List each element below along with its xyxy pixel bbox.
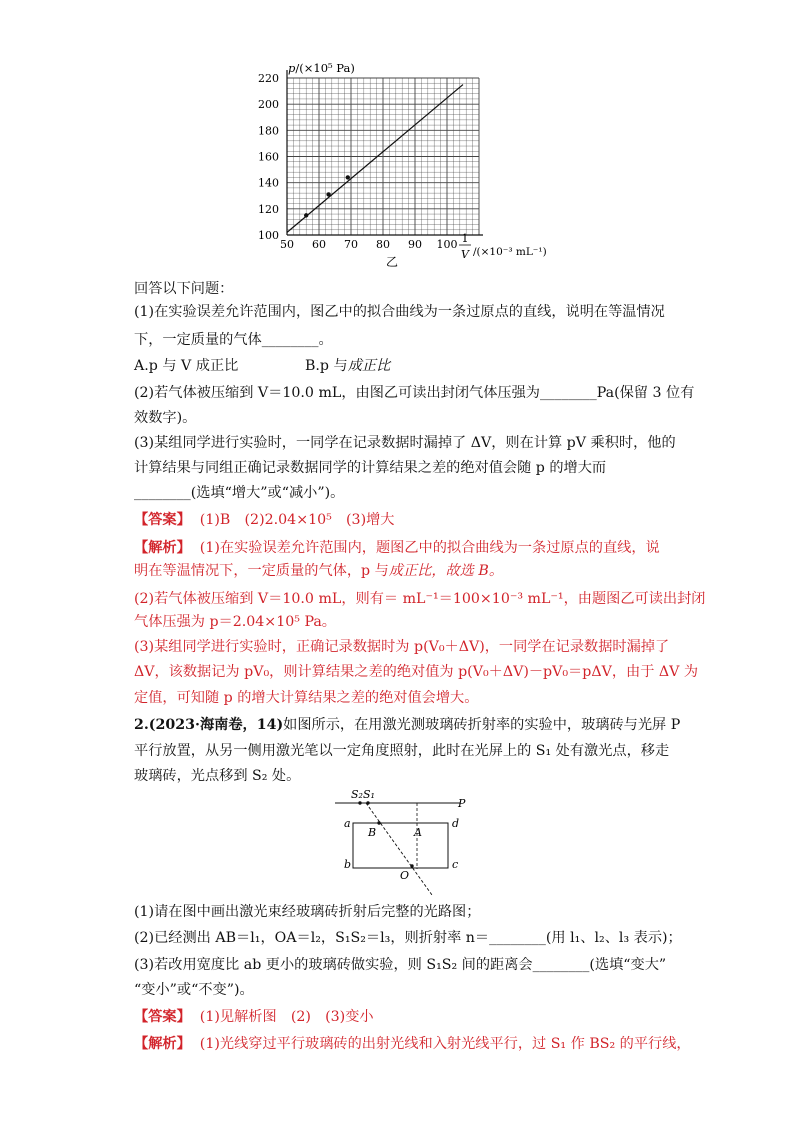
x-tick-label: 90 (408, 238, 422, 251)
x-tick-label: 70 (344, 238, 358, 251)
x-tick-label: 80 (376, 238, 390, 251)
x-axis-label-numerator: 1 (461, 232, 469, 245)
data-point (326, 192, 330, 196)
y-tick-label: 140 (258, 176, 279, 190)
q1-part1-line1: (1)在实验误差允许范围内，图乙中的拟合曲线为一条过原点的直线，说明在等温情况 (134, 304, 665, 320)
q1-option-b: B.p 与成正比 (305, 358, 391, 374)
label-b: b (344, 858, 352, 871)
q1-analysis-line6: ΔV，该数据记为 pV₀，则计算结果之差的绝对值为 p(V₀＋ΔV)－pV₀＝pΔV，由于 ΔV 为 (134, 664, 699, 680)
q2-part3-line1: (3)若改用宽度比 ab 更小的玻璃砖做实验，则 S₁S₂ 间的距离会________(选填“变大” (134, 957, 667, 973)
incident-ray (366, 803, 432, 895)
q1-analysis-line4: 气体压强为 p＝2.04×10⁵ Pa。 (134, 614, 336, 630)
q2-answer: 【答案】 (1)见解析图 (2) (3)变小 (134, 1009, 374, 1025)
label-s1: S₁ (363, 788, 375, 801)
q1-analysis-line5: (3)某组同学进行实验时，正确记录数据时为 p(V₀＋ΔV)，一同学在记录数据时漏掉了 (134, 639, 670, 655)
pressure-volume-chart (250, 55, 560, 270)
x-tick-label: 50 (280, 238, 294, 251)
q2-stem-line1: 2.(2023·海南卷，14)如图所示，在用激光测玻璃砖折射率的实验中，玻璃砖与光屏 P (134, 717, 681, 733)
q1-part3-line3: ________(选填“增大”或“减小”)。 (134, 485, 345, 501)
label-d: d (452, 817, 460, 830)
q1-analysis-line1: 【解析】 (1)在实验误差允许范围内，题图乙中的拟合曲线为一条过原点的直线，说 (134, 540, 660, 556)
q1-part1-line2: 下，一定质量的气体________。 (134, 332, 333, 348)
label-big-o: O (400, 869, 410, 882)
chart-grid-major (287, 78, 479, 235)
y-tick-label: 220 (258, 72, 279, 85)
q1-part3-line1: (3)某组同学进行实验时，一同学在记录数据时漏掉了 ΔV，则在计算 pV 乘积时，他的 (134, 435, 676, 451)
q2-stem-line2: 平行放置，从另一侧用激光笔以一定角度照射，此时在光屏上的 S₁ 处有激光点，移走 (134, 743, 670, 759)
point-o (410, 864, 413, 867)
y-axis-label: p/(×10⁵ Pa) (288, 61, 355, 75)
q1-answer: 【答案】 (1)B (2)2.04×10⁵ (3)增大 (134, 512, 395, 528)
y-tick-label: 180 (258, 124, 279, 138)
q2-part1: (1)请在图中画出激光束经玻璃砖折射后完整的光路图； (134, 904, 481, 920)
q1-part2-line1: (2)若气体被压缩到 V＝10.0 mL，由图乙可读出封闭气体压强为________Pa(保留 3 位有 (134, 385, 695, 401)
point-s2 (358, 801, 361, 804)
x-axis-label-denominator: V (461, 248, 469, 261)
chart-y-ticks (258, 72, 279, 242)
chart-fit-line (287, 85, 463, 233)
y-tick-label: 120 (258, 202, 279, 216)
q1-part2-line2: 效数字)。 (134, 410, 197, 426)
chart-axes (287, 70, 483, 235)
y-tick-label: 160 (258, 150, 279, 164)
label-a: a (344, 817, 351, 830)
y-tick-label: 100 (258, 229, 279, 242)
glass-block-figure (330, 787, 480, 897)
label-big-a: A (414, 826, 422, 839)
data-point (346, 175, 350, 179)
q1-analysis-line2: 明在等温情况下，一定质量的气体，p 与成正比，故选 B。 (134, 563, 504, 579)
chart-caption: 乙 (385, 255, 399, 269)
x-axis-label-unit: /(×10⁻³ mL⁻¹) (473, 246, 547, 258)
chart-x-ticks (280, 238, 458, 251)
chart-points (304, 175, 350, 217)
label-c: c (452, 858, 459, 871)
q2-part3-line2: “变小”或“不变”)。 (134, 982, 254, 998)
y-tick-label: 200 (258, 98, 279, 112)
x-tick-label: 100 (436, 238, 458, 251)
point-s1 (366, 801, 369, 804)
q2-analysis-line1: 【解析】 (1)光线穿过平行玻璃砖的出射光线和入射光线平行，过 S₁ 作 BS₂ 的平行线， (134, 1036, 691, 1052)
q1-analysis-line3: (2)若气体被压缩到 V＝10.0 mL，则有＝ mL⁻¹＝100×10⁻³ mL⁻¹，由题图乙可读出封闭 (134, 591, 706, 607)
point-b (377, 821, 380, 824)
label-p: P (458, 797, 466, 810)
q1-part3-line2: 计算结果与同组正确记录数据同学的计算结果之差的绝对值会随 p 的增大而 (134, 460, 607, 476)
q2-part2: (2)已经测出 AB＝l₁，OA＝l₂，S₁S₂＝l₃，则折射率 n＝________(用 l₁、l₂、l₃ 表示)； (134, 930, 682, 946)
intro-text: 回答以下问题： (134, 281, 234, 297)
data-point (304, 213, 308, 217)
q1-option-a: A.p 与 V 成正比 (134, 358, 239, 374)
x-tick-label: 60 (312, 238, 326, 251)
label-s2: S₂ (351, 788, 363, 801)
label-big-b: B (368, 826, 377, 839)
q2-stem-line3: 玻璃砖，光点移到 S₂ 处。 (134, 768, 301, 784)
q1-analysis-line7: 定值，可知随 p 的增大计算结果之差的绝对值会增大。 (134, 690, 479, 706)
